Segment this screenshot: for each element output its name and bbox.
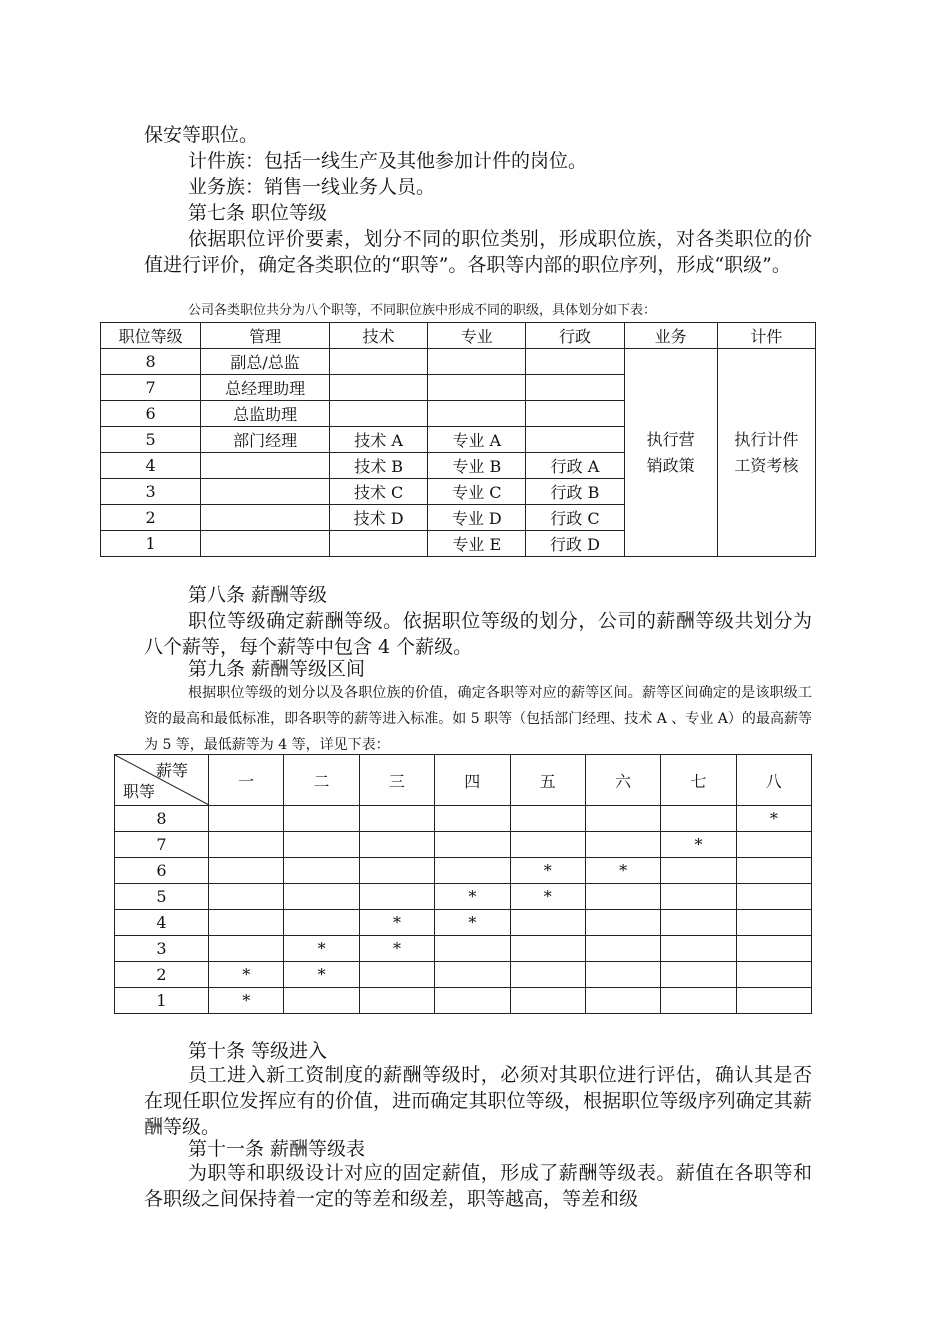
table1-cell: 行政 C [526, 505, 624, 531]
table1-cell: 4 [101, 453, 201, 479]
table1-cell [330, 531, 428, 557]
table2-row [115, 910, 812, 936]
article-11-body: 为职等和职级设计对应的固定薪值，形成了薪酬等级表。薪值在各职等和各职级之间保持着一定的等差和级差，职等越高，等差和级 [144, 1162, 812, 1210]
article-9-body: 根据职位等级的划分以及各职位族的价值，确定各职等对应的薪等区间。薪等区间确定的是该职级工资的最高和最低标准，即各职等的薪等进入标准。如 5 职等（包括部门经理、技术 A 、专业 A）的最高薪等为 5 等，最低薪等为 4 等，详见下表： [144, 685, 812, 753]
table1-cell: 专业 B [428, 453, 526, 479]
table2-grade-cell: 1 [115, 988, 209, 1014]
table2-header-cell: 三 [359, 755, 434, 806]
table2-mark-cell: * [359, 910, 434, 936]
table2-mark-cell: * [359, 936, 434, 962]
table2-mark-cell [661, 884, 736, 910]
table2-grade-cell: 6 [115, 858, 209, 884]
table2-mark-cell [359, 988, 434, 1014]
table1-cell: 技术 D [330, 505, 428, 531]
table2-corner-cell [115, 755, 209, 806]
table2-mark-cell [359, 884, 434, 910]
table2-mark-cell [736, 962, 811, 988]
table2-row [115, 962, 812, 988]
table2-header-cell: 六 [585, 755, 660, 806]
table2-mark-cell: * [209, 962, 284, 988]
table2-mark-cell [510, 962, 585, 988]
article-10-heading: 第十条 等级进入 [188, 1040, 328, 1062]
table2-mark-cell: * [510, 884, 585, 910]
table2-mark-cell [661, 988, 736, 1014]
table2-row [115, 806, 812, 832]
table2-mark-cell [585, 936, 660, 962]
table1-cell [526, 349, 624, 375]
table2-mark-cell [359, 858, 434, 884]
table2-mark-cell [736, 884, 811, 910]
table2-mark-cell [585, 884, 660, 910]
table2-mark-cell [661, 936, 736, 962]
table2-grade-cell: 7 [115, 832, 209, 858]
article-8-heading: 第八条 薪酬等级 [188, 584, 328, 606]
table1-piecework-merged-cell [717, 349, 815, 557]
table2-mark-cell [661, 806, 736, 832]
table1-cell [330, 375, 428, 401]
table2-mark-cell [284, 910, 359, 936]
table2-mark-cell: * [510, 858, 585, 884]
corner-job-grade-label: 职等 [123, 782, 156, 801]
table2-mark-cell [435, 988, 510, 1014]
table2-header-cell: 七 [661, 755, 736, 806]
paragraph-continuation: 保安等职位。 [144, 124, 259, 146]
table1-cell: 1 [101, 531, 201, 557]
table2-mark-cell: * [284, 962, 359, 988]
table2-mark-cell [585, 988, 660, 1014]
article-8-body: 职位等级确定薪酬等级。依据职位等级的划分，公司的薪酬等级共划分为八个薪等，每个薪等中包含 4 个薪级。 [144, 610, 812, 658]
table1-cell [330, 401, 428, 427]
table1-header-cell: 职位等级 [101, 323, 201, 349]
table2-row [115, 884, 812, 910]
table2-mark-cell [209, 936, 284, 962]
salary-range-table [114, 754, 812, 1014]
table1-cell: 行政 B [526, 479, 624, 505]
table2-mark-cell [736, 910, 811, 936]
table1-cell: 2 [101, 505, 201, 531]
table1-cell: 7 [101, 375, 201, 401]
table2-mark-cell [209, 806, 284, 832]
article-9-heading: 第九条 薪酬等级区间 [188, 658, 366, 680]
table1-cell [428, 349, 526, 375]
table1-header-cell: 专业 [428, 323, 526, 349]
table2-mark-cell [209, 884, 284, 910]
table2-mark-cell: * [284, 936, 359, 962]
table2-mark-cell [585, 910, 660, 936]
table1-header-cell: 技术 [330, 323, 428, 349]
article-10-body: 员工进入新工资制度的薪酬等级时，必须对其职位进行评估，确认其是否在现任职位发挥应有的价值，进而确定其职位等级，根据职位等级序列确定其薪酬等级。 [144, 1064, 812, 1138]
table1-cell: 专业 D [428, 505, 526, 531]
table2-mark-cell [435, 832, 510, 858]
table2-mark-cell [209, 910, 284, 936]
table1-cell: 技术 A [330, 427, 428, 453]
table2-header-cell: 八 [736, 755, 811, 806]
table2-mark-cell [435, 806, 510, 832]
table2-header-cell: 五 [510, 755, 585, 806]
table1-cell: 总经理助理 [201, 375, 330, 401]
table2-header-cell: 一 [209, 755, 284, 806]
table2-mark-cell [736, 936, 811, 962]
table2-mark-cell [736, 988, 811, 1014]
table2-grade-cell: 5 [115, 884, 209, 910]
table2-header-cell: 四 [435, 755, 510, 806]
table2-mark-cell [284, 988, 359, 1014]
job-grade-table [100, 322, 816, 557]
table1-cell: 专业 A [428, 427, 526, 453]
table2-mark-cell [510, 988, 585, 1014]
table2-mark-cell: * [661, 832, 736, 858]
table2-mark-cell: * [435, 884, 510, 910]
table1-header-row [101, 323, 816, 349]
table1-header-cell: 计件 [717, 323, 815, 349]
table1-cell: 总监助理 [201, 401, 330, 427]
table1-cell [201, 453, 330, 479]
table1-cell: 6 [101, 401, 201, 427]
table1-cell [201, 479, 330, 505]
table1-header-cell: 管理 [201, 323, 330, 349]
table2-mark-cell [359, 832, 434, 858]
table2-header-row [115, 755, 812, 806]
table2-mark-cell [435, 962, 510, 988]
table2-mark-cell [585, 962, 660, 988]
table2-mark-cell [510, 832, 585, 858]
table2-mark-cell [510, 910, 585, 936]
table1-cell: 5 [101, 427, 201, 453]
table1-cell [330, 349, 428, 375]
table2-mark-cell [284, 832, 359, 858]
table1-cell: 技术 C [330, 479, 428, 505]
table2-header-cell: 二 [284, 755, 359, 806]
table1-cell: 3 [101, 479, 201, 505]
table1-cell: 专业 E [428, 531, 526, 557]
table2-mark-cell [585, 806, 660, 832]
table1-cell [428, 375, 526, 401]
table1-cell [201, 531, 330, 557]
table2-mark-cell: * [209, 988, 284, 1014]
paragraph-sales-family: 业务族：销售一线业务人员。 [188, 176, 436, 198]
table2-mark-cell [284, 806, 359, 832]
table2-mark-cell [510, 936, 585, 962]
table2-grade-cell: 2 [115, 962, 209, 988]
table2-mark-cell [359, 806, 434, 832]
table2-mark-cell [585, 832, 660, 858]
table2-grade-cell: 3 [115, 936, 209, 962]
table1-cell [526, 401, 624, 427]
table2-mark-cell [209, 858, 284, 884]
table1-cell: 专业 C [428, 479, 526, 505]
table2-mark-cell [661, 962, 736, 988]
table2-mark-cell: * [435, 910, 510, 936]
table2-mark-cell [209, 832, 284, 858]
table2-row [115, 988, 812, 1014]
corner-salary-grade-label: 薪等 [155, 761, 188, 780]
table2-row [115, 936, 812, 962]
table1-cell [526, 427, 624, 453]
business-line-2: 销政策 [646, 455, 695, 475]
table1-cell [526, 375, 624, 401]
table1-intro: 公司各类职位共分为八个职等，不同职位族中形成不同的职级，具体划分如下表： [188, 303, 657, 318]
table2-mark-cell [736, 832, 811, 858]
article-7-body: 依据职位评价要素，划分不同的职位类别，形成职位族，对各类职位的价值进行评价，确定各类职位的“职等”。各职等内部的职位序列，形成“职级”。 [144, 228, 812, 276]
table1-row [101, 349, 816, 375]
table2-row [115, 858, 812, 884]
piecework-line-1: 执行计件 [734, 429, 799, 449]
piecework-line-2: 工资考核 [734, 455, 799, 475]
table2-mark-cell [661, 910, 736, 936]
business-line-1: 执行营 [646, 429, 695, 449]
table2-mark-cell [661, 858, 736, 884]
table2-mark-cell [284, 884, 359, 910]
table1-cell: 8 [101, 349, 201, 375]
table1-cell: 部门经理 [201, 427, 330, 453]
table2-mark-cell: * [585, 858, 660, 884]
table1-cell: 行政 A [526, 453, 624, 479]
table2-mark-cell: * [736, 806, 811, 832]
table1-cell [201, 505, 330, 531]
table2-mark-cell [359, 962, 434, 988]
table2-row [115, 832, 812, 858]
table1-cell: 行政 D [526, 531, 624, 557]
article-11-heading: 第十一条 薪酬等级表 [188, 1138, 366, 1160]
table1-cell: 技术 B [330, 453, 428, 479]
paragraph-piecework-family: 计件族：包括一线生产及其他参加计件的岗位。 [188, 150, 588, 172]
table2-mark-cell [736, 858, 811, 884]
table1-header-cell: 业务 [624, 323, 717, 349]
table1-cell [428, 401, 526, 427]
article-7-heading: 第七条 职位等级 [188, 202, 328, 224]
table1-business-merged-cell [624, 349, 717, 557]
table2-mark-cell [510, 806, 585, 832]
table2-mark-cell [435, 936, 510, 962]
table2-mark-cell [435, 858, 510, 884]
table1-header-cell: 行政 [526, 323, 624, 349]
table2-mark-cell [284, 858, 359, 884]
table2-grade-cell: 4 [115, 910, 209, 936]
table2-grade-cell: 8 [115, 806, 209, 832]
table1-cell: 副总/总监 [201, 349, 330, 375]
